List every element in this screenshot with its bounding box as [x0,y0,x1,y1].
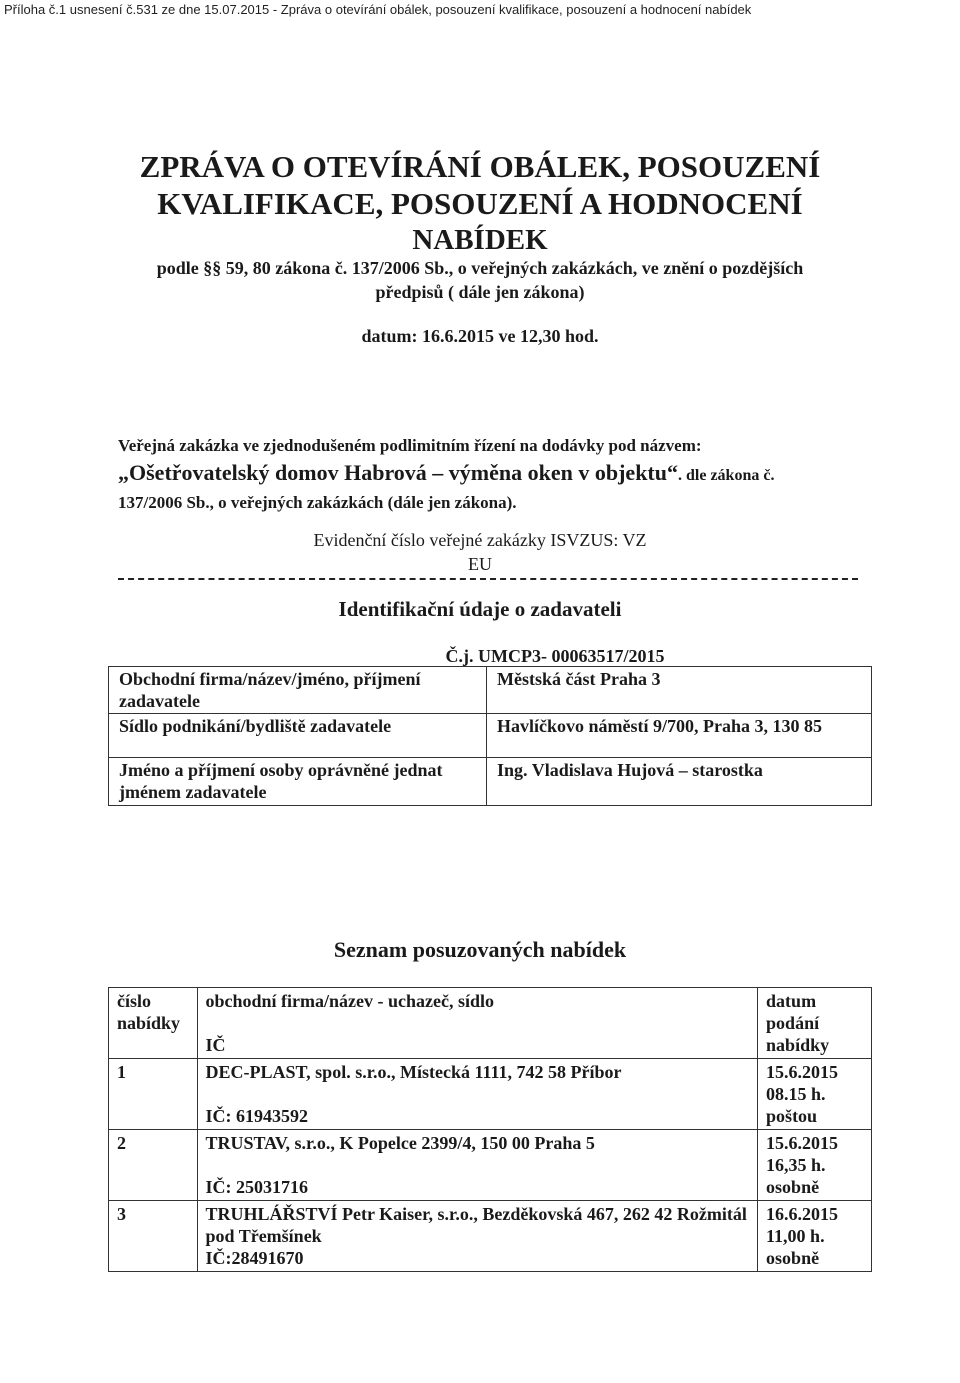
header-date: datum podání nabídky [758,988,872,1059]
legal-line-2: předpisů ( dále jen zákona) [375,282,585,302]
authority-value: Ing. Vladislava Hujová – starostka [487,758,872,806]
meeting-date: datum: 16.6.2015 ve 12,30 hod. [361,326,599,346]
page-header: Příloha č.1 usnesení č.531 ze dne 15.07.2015 - Zpráva o otevírání obálek, posouzení kvalifikace, posouzení a hodnocení nabídek [4,2,752,17]
offer-date: 16.6.2015 11,00 h. osobně [758,1201,872,1272]
evidence-number [0,528,960,576]
offer-number: 2 [109,1130,198,1201]
evidence-line-2: EU [468,554,492,574]
contract-line-1: Veřejná zakázka ve zjednodušeném podlimitním řízení na dodávky pod názvem: [118,436,702,455]
identification-title: Identifikační údaje o zadavateli [338,597,622,621]
offer-date: 15.6.2015 16,35 h. osobně [758,1130,872,1201]
title-line-2: KVALIFIKACE, POSOUZENÍ A HODNOCENÍ [157,186,803,221]
offer-firm: TRUSTAV, s.r.o., K Popelce 2399/4, 150 00 Praha 5 IČ: 25031716 [197,1130,758,1201]
title-line-3: NABÍDEK [412,224,548,256]
offer-number: 1 [109,1059,198,1130]
contract-description [118,432,858,516]
table-row [109,1130,872,1201]
legal-line-1: podle §§ 59, 80 zákona č. 137/2006 Sb., o veřejných zakázkách, ve znění o pozdějších [156,258,804,278]
header-firm: obchodní firma/název - uchazeč, sídlo IČ [197,988,758,1059]
table-row [109,1201,872,1272]
table-row [109,667,872,714]
offer-date: 15.6.2015 08.15 h. poštou [758,1059,872,1130]
document-title [0,148,960,259]
authority-value: Městská část Praha 3 [487,667,872,714]
offer-firm: TRUHLÁŘSTVÍ Petr Kaiser, s.r.o., Bezděkovská 467, 262 42 Rožmitál pod Třemšínek IČ:28491670 [197,1201,758,1272]
reference-number: Č.j. UMCP3- 00063517/2015 [445,646,665,666]
authority-value: Havlíčkovo náměstí 9/700, Praha 3, 130 85 [487,714,872,758]
authority-label: Obchodní firma/název/jméno, příjmení zadavatele [109,667,487,714]
table-row [109,1059,872,1130]
offers-table [108,987,872,1272]
title-line-1: ZPRÁVA O OTEVÍRÁNÍ OBÁLEK, POSOUZENÍ [139,149,821,184]
offer-number: 3 [109,1201,198,1272]
table-header-row [109,988,872,1059]
header-number: číslo nabídky [109,988,198,1059]
contracting-authority-table [108,666,872,806]
legal-basis [0,256,960,304]
offer-firm: DEC-PLAST, spol. s.r.o., Místecká 1111, 742 58 Příbor IČ: 61943592 [197,1059,758,1130]
evidence-line-1: Evidenční číslo veřejné zakázky ISVZUS: VZ [313,530,647,550]
contract-line-2 [118,459,858,489]
contract-law: . dle zákona č. [678,467,775,484]
authority-label: Jméno a příjmení osoby oprávněné jednat jménem zadavatele [109,758,487,806]
contract-line-3: 137/2006 Sb., o veřejných zakázkách (dále jen zákona). [118,493,517,512]
authority-label: Sídlo podnikání/bydliště zadavatele [109,714,487,758]
table-row [109,758,872,806]
contract-name: „Ošetřovatelský domov Habrová – výměna oken v objektu“ [118,460,678,485]
dashed-separator [118,578,858,580]
offers-list-title: Seznam posuzovaných nabídek [333,937,627,962]
table-row [109,714,872,758]
